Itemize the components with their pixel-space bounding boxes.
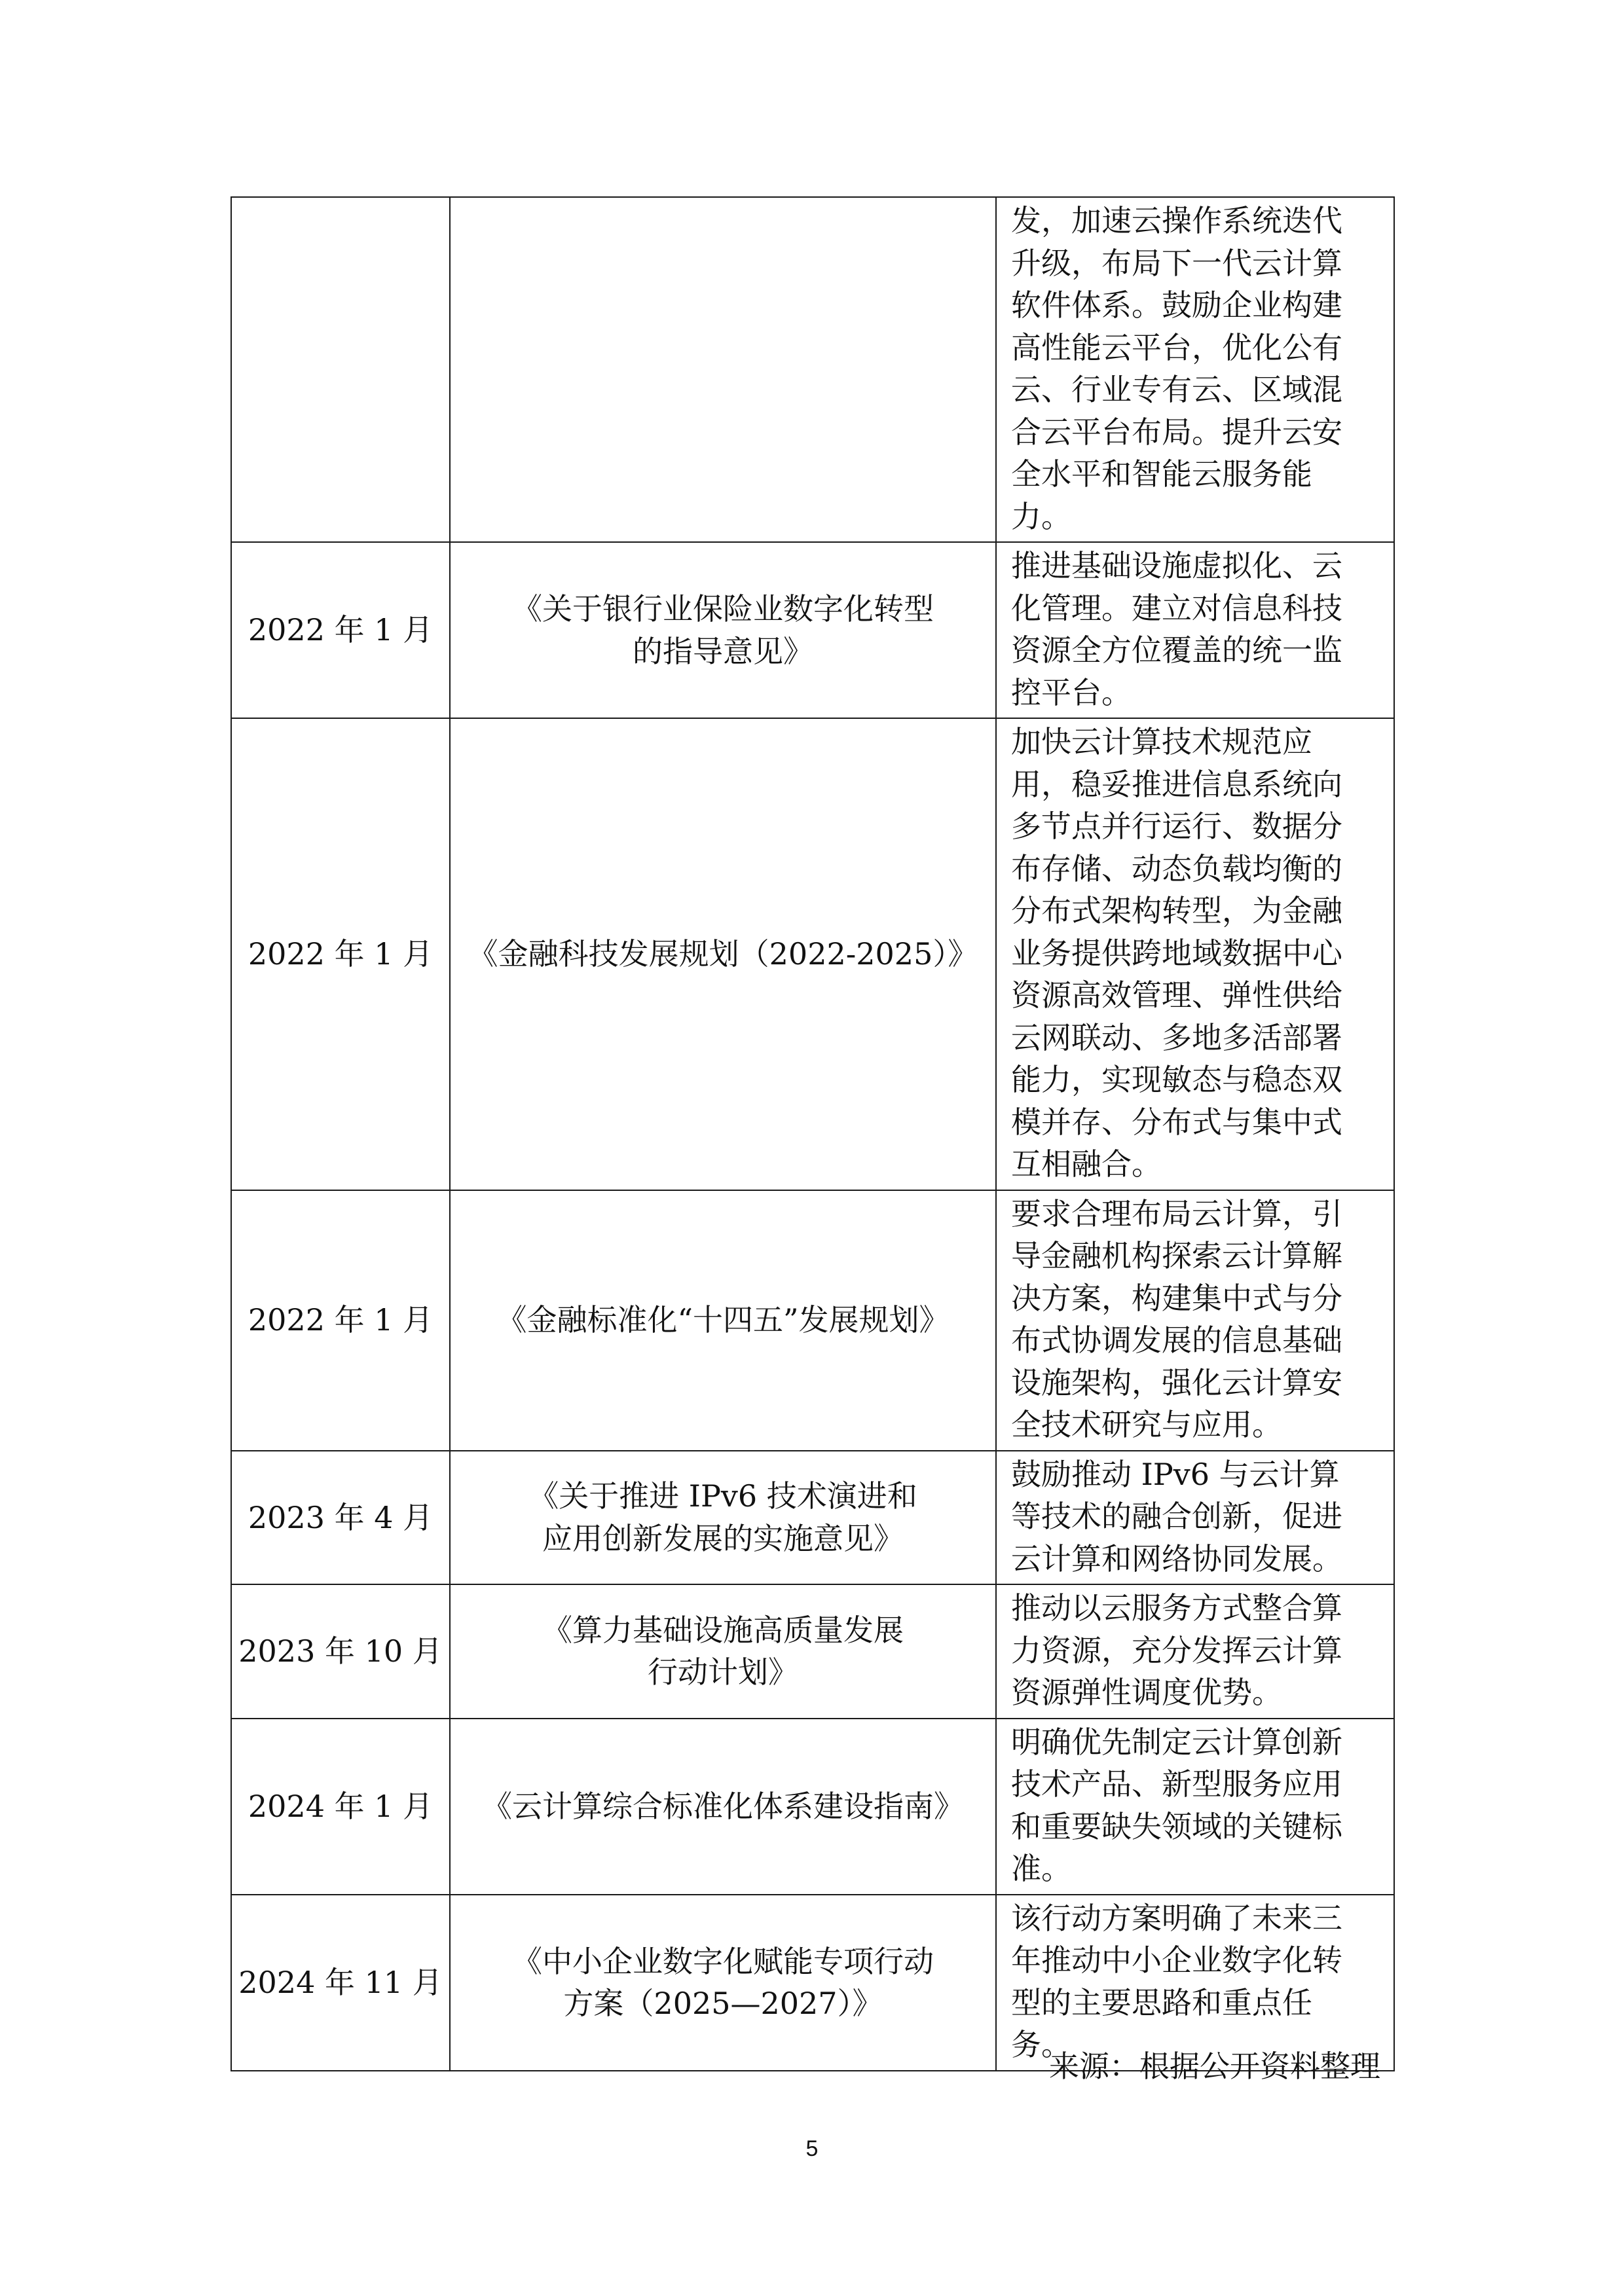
description-cell: [996, 1895, 1394, 2071]
description-line: 模并存、分布式与集中式: [1011, 1104, 1342, 1140]
date-cell: 2024 年 11 月: [231, 1895, 450, 2071]
description-line: 多节点并行运行、数据分: [1011, 809, 1342, 844]
date-cell: [231, 197, 450, 542]
document-cell: [450, 542, 996, 718]
document-cell: [450, 1584, 996, 1719]
description-line: 分布式架构转型，为金融: [1011, 893, 1342, 928]
description-line: 明确优先制定云计算创新: [1011, 1724, 1342, 1760]
description-line: 准。: [1011, 1851, 1071, 1886]
description-line: 力资源，充分发挥云计算: [1011, 1632, 1342, 1668]
description-cell: [996, 1451, 1394, 1585]
description-line: 技术产品、新型服务应用: [1011, 1766, 1342, 1802]
description-line: 型的主要思路和重点任: [1011, 1984, 1312, 2020]
description-line: 推动以云服务方式整合算: [1011, 1590, 1342, 1626]
description-line: 布式协调发展的信息基础: [1011, 1322, 1342, 1358]
document-title-line: 《关于推进 IPv6 技术演进和: [528, 1478, 917, 1514]
source-note: 来源：根据公开资料整理: [1049, 2049, 1380, 2084]
description-line: 力。: [1011, 498, 1071, 534]
description-cell: [996, 1719, 1394, 1895]
date-cell: 2024 年 1 月: [231, 1719, 450, 1895]
table-row: [231, 197, 1394, 542]
table-row: [231, 1719, 1394, 1895]
document-title-line: 《关于银行业保险业数字化转型: [512, 591, 934, 627]
document-cell: [450, 197, 996, 542]
date-cell: 2022 年 1 月: [231, 1190, 450, 1451]
page-number: 5: [805, 2136, 819, 2161]
date-cell: 2023 年 10 月: [231, 1584, 450, 1719]
description-line: 决方案，构建集中式与分: [1011, 1280, 1342, 1316]
description-line: 布存储、动态负载均衡的: [1011, 850, 1342, 886]
description-line: 高性能云平台，优化公有: [1011, 329, 1342, 365]
description-line: 全技术研究与应用。: [1011, 1407, 1282, 1442]
description-line: 用，稳妥推进信息系统向: [1011, 766, 1342, 802]
policy-table: [231, 196, 1395, 2071]
table-row: [231, 1190, 1394, 1451]
document-title-line: 应用创新发展的实施意见》: [542, 1520, 904, 1556]
description-cell: [996, 718, 1394, 1190]
description-line: 设施架构，强化云计算安: [1011, 1364, 1342, 1400]
table-row: [231, 542, 1394, 718]
document-title-line: 《算力基础设施高质量发展: [542, 1612, 904, 1648]
date-cell: 2022 年 1 月: [231, 542, 450, 718]
description-line: 等技术的融合创新，促进: [1011, 1499, 1342, 1534]
description-line: 云计算和网络协同发展。: [1011, 1540, 1342, 1576]
date-cell: 2023 年 4 月: [231, 1451, 450, 1585]
description-line: 鼓励推动 IPv6 与云计算: [1011, 1456, 1340, 1492]
description-cell: [996, 542, 1394, 718]
description-line: 加快云计算技术规范应: [1011, 724, 1312, 759]
description-line: 互相融合。: [1011, 1146, 1162, 1182]
description-cell: [996, 197, 1394, 542]
description-line: 业务提供跨地域数据中心: [1011, 935, 1342, 971]
description-line: 资源高效管理、弹性供给: [1011, 977, 1342, 1013]
document-title-line: 的指导意见》: [633, 633, 813, 669]
table-row: [231, 1584, 1394, 1719]
document-cell: [450, 1451, 996, 1585]
table-row: [231, 1451, 1394, 1585]
document-title-line: 《中小企业数字化赋能专项行动: [512, 1943, 934, 1979]
description-line: 控平台。: [1011, 674, 1132, 710]
description-line: 推进基础设施虚拟化、云: [1011, 548, 1342, 583]
description-line: 资源弹性调度优势。: [1011, 1675, 1282, 1710]
document-title-line: 方案（2025—2027）》: [563, 1986, 883, 2021]
description-line: 务。: [1011, 2027, 1071, 2062]
document-cell: [450, 1190, 996, 1451]
document-cell: [450, 1895, 996, 2071]
description-line: 该行动方案明确了未来三: [1011, 1900, 1342, 1936]
description-line: 导金融机构探索云计算解: [1011, 1238, 1342, 1273]
table-row: [231, 718, 1394, 1190]
description-line: 升级，布局下一代云计算: [1011, 245, 1342, 281]
document-cell: [450, 1719, 996, 1895]
description-line: 化管理。建立对信息科技: [1011, 590, 1342, 626]
description-line: 资源全方位覆盖的统一监: [1011, 632, 1342, 668]
description-line: 能力，实现敏态与稳态双: [1011, 1062, 1342, 1097]
description-line: 和重要缺失领域的关键标: [1011, 1808, 1342, 1844]
description-line: 云网联动、多地多活部署: [1011, 1019, 1342, 1055]
date-cell: 2022 年 1 月: [231, 718, 450, 1190]
table-row: [231, 1895, 1394, 2071]
document-title-line: 《金融科技发展规划（2022-2025）》: [468, 936, 978, 972]
description-cell: [996, 1190, 1394, 1451]
description-cell: [996, 1584, 1394, 1719]
document-title-line: 行动计划》: [648, 1654, 798, 1690]
description-line: 合云平台布局。提升云安: [1011, 414, 1342, 450]
description-line: 要求合理布局云计算，引: [1011, 1195, 1342, 1231]
document-cell: [450, 718, 996, 1190]
document-title-line: 《云计算综合标准化体系建设指南》: [482, 1788, 964, 1824]
description-line: 年推动中小企业数字化转: [1011, 1942, 1342, 1978]
description-line: 云、行业专有云、区域混: [1011, 372, 1342, 407]
description-line: 发，加速云操作系统迭代: [1011, 203, 1342, 238]
document-title-line: 《金融标准化“十四五”发展规划》: [496, 1302, 950, 1338]
description-line: 全水平和智能云服务能: [1011, 456, 1312, 492]
description-line: 软件体系。鼓励企业构建: [1011, 287, 1342, 323]
